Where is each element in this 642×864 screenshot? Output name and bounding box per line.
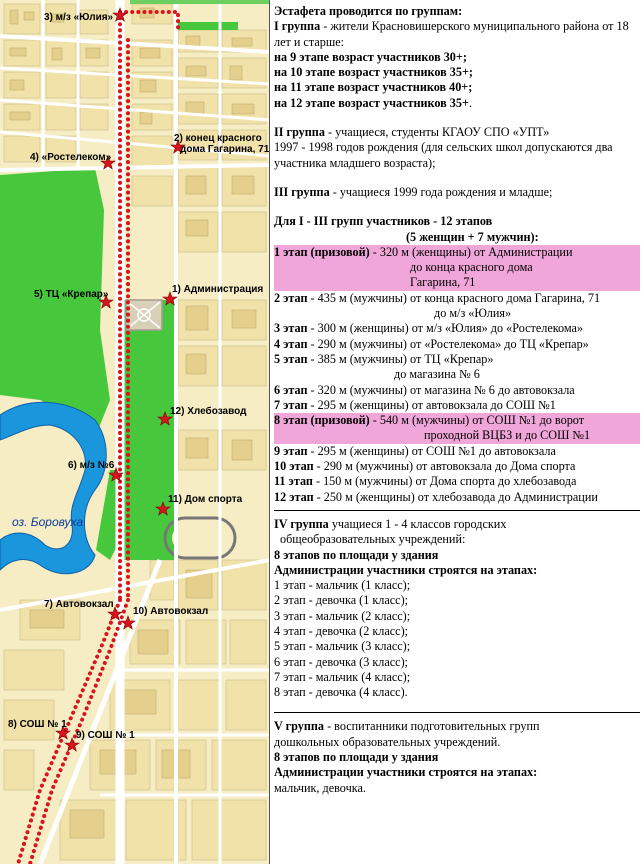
group-1-stage-12: на 12 этапе возраст участников 35+ [274,95,469,110]
stage-6-lead: 6 этап [274,382,308,397]
stage-10-lead: 10 этап [274,459,314,474]
stage-4-lead: 4 этап [274,336,308,351]
label-yulia: 3) м/з «Юлия» [44,12,114,23]
stage-7-lead: 7 этап [274,397,308,412]
label-gagarin-2: дома Гагарина, 71 [180,144,270,155]
stage-2-line2: до м/з «Юлия» [434,306,512,321]
stage-1-line3: Гагарина, 71 [410,275,476,290]
stage-10 [274,459,640,474]
stage-1-line2: до конца красного дома [410,260,533,275]
label-school-right: 9) СОШ № 1 [76,730,135,741]
stage-12 [274,490,640,505]
group-5-text3: мальчик, девочка. [274,780,366,795]
label-krepar: 5) ТЦ «Крепар» [34,289,109,300]
stage-5-line2: до магазина № 6 [394,367,480,382]
group-3-text: - учащиеся 1999 года рождения и младше; [329,184,553,199]
divider-1 [274,510,640,511]
stage-3-text: - 300 м (женщины) от м/з «Юлия» до «Ростелекома» [307,321,584,336]
stage-1-lead: 1 этап (призовой) [274,244,370,259]
map-divider [269,0,270,864]
groups-1-3-heading: Для I - III групп участников - 12 этапов [274,214,493,229]
stage-10-text: - 290 м (мужчины) от автовокзала до Дома спорта [313,459,576,474]
route-map[interactable] [0,0,270,864]
group-4-desc [274,517,640,532]
label-bus-left: 7) Автовокзал [44,599,114,610]
lake-label: оз. Боровуха [12,515,84,529]
group-5-text2: дошкольных образовательных учреждений. [274,734,501,749]
group-2-lead: II группа [274,125,325,140]
label-bus-right: 10) Автовокзал [133,606,209,617]
group-5-text1: - воспитанники подготовительных групп [324,719,540,734]
group-2-desc [274,125,640,140]
stage-9-lead: 9 этап [274,443,308,458]
top-green-strip [130,0,270,4]
group-2-text1: - учащиеся, студенты КГАОУ СПО «УПТ» [324,125,550,140]
label-admin: 1) Администрация [172,284,264,295]
stage-4-text: - 290 м (мужчины) от «Ростелекома» до ТЦ «Крепар» [307,336,589,351]
group-1-stage-12-row [274,96,640,111]
stage-8-lead: 8 этап (призовой) [274,413,370,428]
group-1-stage-11: на 11 этапе возраст участников 40+; [274,80,473,95]
stage-5-lead: 5 этап [274,351,308,366]
group-4-bold2: Администрации участники строятся на этапах: [274,562,538,577]
map-canvas [0,0,270,864]
group-3-lead: III группа [274,184,330,199]
stage-8-line2: проходной ВЦБЗ и до СОШ №1 [424,428,591,443]
info-title: Эстафета проводится по группам: [274,4,463,18]
group-4-bold1: 8 этапов по площади у здания [274,547,439,562]
group-4-item-6: 6 этап - девочка (3 класс); [274,654,409,669]
group-4-text1: учащиеся 1 - 4 классов городских [328,516,507,531]
stage-1-highlight [274,245,640,291]
label-school-left: 8) СОШ № 1 [8,719,67,730]
stage-11-lead: 11 этап [274,474,313,489]
group-4-item-8: 8 этап - девочка (4 класс). [274,685,408,700]
group-4-item-1: 1 этап - мальчик (1 класс); [274,578,411,593]
stage-8-highlight [274,413,640,444]
group-4-item-2: 2 этап - девочка (1 класс); [274,593,409,608]
group-4-item-3: 3 этап - мальчик (2 класс); [274,608,411,623]
group-5-lead: V группа [274,719,325,734]
admin-square [126,300,162,330]
stage-9-text: - 295 м (женщины) от СОШ №1 до автовокзала [307,443,556,458]
stage-9 [274,444,640,459]
label-rostelecom: 4) «Ростелеком» [30,152,112,163]
group-1-stage-10: на 10 этапе возраст участников 35+; [274,65,473,80]
group-4-item-4: 4 этап - девочка (2 класс); [274,623,409,638]
group-1-desc [274,19,640,50]
stage-5 [274,352,640,367]
stage-12-lead: 12 этап [274,489,314,504]
divider-2 [274,712,640,713]
group-1-lead: I группа [274,19,321,34]
stage-3 [274,321,640,336]
group-1-end: . [468,95,472,110]
stage-6-text: - 320 м (мужчины) от магазина № 6 до автовокзала [307,382,575,397]
stage-7 [274,398,640,413]
stage-8-text: - 540 м (мужчины) от СОШ №1 до ворот [369,413,585,428]
stage-7-text: - 295 м (женщины) от автовокзала до СОШ №1 [307,397,556,412]
groups-1-3-subheading: (5 женщин + 7 мужчин): [406,229,539,244]
stage-11-text: - 150 м (мужчины) от Дома спорта до хлебозавода [312,474,577,489]
group-1-stage-9: на 9 этапе возраст участников 30+; [274,49,467,64]
stage-2 [274,291,640,306]
label-sport: 11) Дом спорта [168,494,243,505]
stage-11 [274,474,640,489]
label-gagarin-1: 2) конец красного [174,133,262,144]
label-shop6: 6) м/з №6 [68,460,115,471]
group-4-item-7: 7 этап - мальчик (4 класс); [274,669,411,684]
stage-2-lead: 2 этап [274,290,308,305]
group-4-lead: IV группа [274,516,329,531]
stage-1-text: - 320 м (женщины) от Администрации [369,244,573,259]
group-5-bold2: Администрации участники строятся на этапах: [274,765,538,780]
stage-12-text: - 250 м (женщины) от хлебозавода до Администрации [313,489,598,504]
group-5-desc [274,719,640,734]
stage-3-lead: 3 этап [274,321,308,336]
stage-5-text: - 385 м (мужчины) от ТЦ «Крепар» [307,351,494,366]
relay-info-panel [274,4,640,796]
group-1-text: - жители Красновишерского муниципального района от 18 лет и старше: [274,19,629,49]
group-4-text2: общеобразовательных учреждений: [280,532,466,547]
stage-2-text: - 435 м (мужчины) от конца красного дома Гагарина, 71 [307,290,601,305]
group-2-text2: 1997 - 1998 годов рождения (для сельских школ допускаются два участника младшего возраста); [274,140,613,170]
stage-4 [274,337,640,352]
stage-6 [274,383,640,398]
group-5-bold1: 8 этапов по площади у здания [274,750,439,765]
label-bread: 12) Хлебозавод [170,406,247,417]
group-3-desc [274,185,640,200]
group-4-item-5: 5 этап - мальчик (3 класс); [274,639,411,654]
